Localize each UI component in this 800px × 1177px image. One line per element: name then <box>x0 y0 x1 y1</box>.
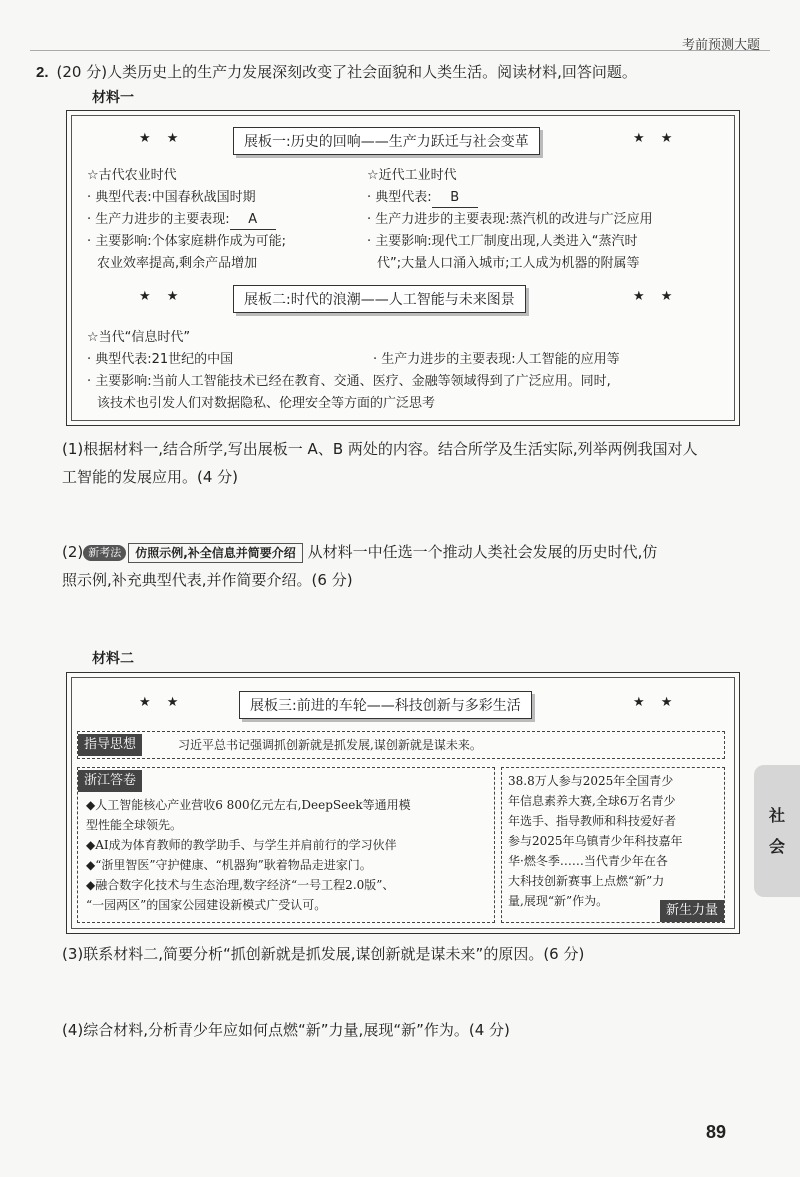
side-tab-char-2: 会 <box>768 837 785 856</box>
youth-line-6: 大科技创新赛事上点燃“新”力 <box>508 874 665 888</box>
stars-right-3: ★ ★ <box>633 695 679 710</box>
question-stem <box>36 61 756 82</box>
section-header: 考前预测大题 <box>681 38 760 53</box>
industry-rep-label: · 典型代表: <box>367 190 432 205</box>
agri-progress <box>87 209 276 231</box>
subquestion-3: (3)联系材料二,简要分析“抓创新就是抓发展,谋创新就是谋未来”的原因。(6 分) <box>62 945 585 963</box>
agri-impact-1: · 主要影响:个体家庭耕作成为可能; <box>87 234 287 249</box>
zhejiang-line-1: ◆人工智能核心产业营收6 800亿元左右,DeepSeek等通用模 <box>86 798 411 812</box>
agri-impact-2: 农业效率提高,剩余产品增加 <box>97 256 258 271</box>
material2-label: 材料二 <box>92 651 134 667</box>
info-progress: · 生产力进步的主要表现:人工智能的应用等 <box>373 352 620 367</box>
zhejiang-line-5: ◆融合数字化技术与生态治理,数字经济“一号工程2.0版”、 <box>86 878 395 892</box>
question-stem-text: (20 分)人类历史上的生产力发展深刻改变了社会面貌和人类生活。阅读材料,回答问题。 <box>56 63 637 81</box>
subquestion-2-line1 <box>62 538 752 566</box>
agri-progress-label: · 生产力进步的主要表现: <box>87 212 230 227</box>
blank-b: B <box>432 189 478 208</box>
youth-line-1: 38.8万人参与2025年全国青少 <box>508 774 674 788</box>
method-hint-box: 仿照示例,补全信息并简要介绍 <box>128 543 303 563</box>
subquestion-2-prefix: (2) <box>62 543 84 561</box>
guide-label: 指导思想 <box>78 734 142 756</box>
header-divider <box>30 50 770 51</box>
info-heading: ☆当代“信息时代” <box>87 330 191 345</box>
subquestion-4: (4)综合材料,分析青少年应如何点燃“新”力量,展现“新”作为。(4 分) <box>62 1021 510 1039</box>
subquestion-2-line2: 照示例,补充典型代表,并作简要介绍。(6 分) <box>62 571 353 589</box>
agri-heading: ☆古代农业时代 <box>87 168 177 183</box>
zhejiang-line-2: 型性能全球领先。 <box>86 818 183 832</box>
subquestion-1-line1: (1)根据材料一,结合所学,写出展板一 A、B 两处的内容。结合所学及生活实际,列举两例我国对人 <box>62 440 698 458</box>
info-representative: · 典型代表:21世纪的中国 <box>87 352 234 367</box>
youth-line-2: 年信息素养大赛,全球6万名青少 <box>508 794 676 808</box>
industry-representative <box>367 187 478 209</box>
youth-line-4: 参与2025年乌镇青少年科技嘉年 <box>508 834 683 848</box>
subject-side-tab <box>754 765 800 897</box>
industry-impact-1: · 主要影响:现代工厂制度出现,人类进入“蒸汽时 <box>367 234 638 249</box>
board1-banner: 展板一:历史的回响——生产力跃迁与社会变革 <box>233 127 540 155</box>
youth-label: 新生力量 <box>660 900 724 922</box>
stars-left-1: ★ ★ <box>139 131 185 146</box>
agri-representative: · 典型代表:中国春秋战国时期 <box>87 190 256 205</box>
material1-frame <box>66 110 740 426</box>
stars-left-3: ★ ★ <box>139 695 185 710</box>
board2-banner: 展板二:时代的浪潮——人工智能与未来图景 <box>233 285 526 313</box>
zhejiang-box <box>77 767 495 923</box>
industry-impact-2: 代”;大量人口涌入城市;工人成为机器的附属等 <box>377 256 640 271</box>
page-number: 89 <box>706 1122 727 1142</box>
youth-line-7: 量,展现“新”作为。 <box>508 894 609 908</box>
blank-a: A <box>230 211 276 230</box>
youth-line-5: 华·燃冬季……当代青少年在各 <box>508 854 668 868</box>
subquestion-1 <box>62 435 752 491</box>
board3-banner: 展板三:前进的车轮——科技创新与多彩生活 <box>239 691 532 719</box>
youth-box <box>501 767 725 923</box>
zhejiang-line-6: “一园两区”的国家公园建设新模式广受认可。 <box>86 898 327 912</box>
industry-heading: ☆近代工业时代 <box>367 168 457 183</box>
subquestion-2 <box>62 538 752 594</box>
material1-label: 材料一 <box>92 90 134 106</box>
subquestion-1-line2: 工智能的发展应用。(4 分) <box>62 468 239 486</box>
zhejiang-line-3: ◆AI成为体育教师的教学助手、与学生并肩前行的学习伙伴 <box>86 838 397 852</box>
question-number: 2. <box>36 64 49 81</box>
stars-right-1: ★ ★ <box>633 131 679 146</box>
zhejiang-line-4: ◆“浙里智医”守护健康、“机器狗”耿着物品走进家门。 <box>86 858 372 872</box>
material2-frame <box>66 672 740 934</box>
industry-progress: · 生产力进步的主要表现:蒸汽机的改进与广泛应用 <box>367 212 653 227</box>
info-impact-2: 该技术也引发人们对数据隐私、伦理安全等方面的广泛思考 <box>97 396 436 411</box>
stars-left-2: ★ ★ <box>139 289 185 304</box>
guide-box <box>77 731 725 759</box>
stars-right-2: ★ ★ <box>633 289 679 304</box>
subquestion-2-line1-rest: 从材料一中任选一个推动人类社会发展的历史时代,仿 <box>307 543 658 561</box>
guide-text: 习近平总书记强调抓创新就是抓发展,谋创新就是谋未来。 <box>178 738 482 752</box>
zhejiang-label: 浙江答卷 <box>78 770 142 792</box>
youth-line-3: 年选手、指导教师和科技爱好者 <box>508 814 677 828</box>
info-impact-1: · 主要影响:当前人工智能技术已经在教育、交通、医疗、金融等领域得到了广泛应用。同时, <box>87 374 611 389</box>
new-method-tag: 新考法 <box>83 545 126 561</box>
side-tab-char-1: 社 <box>768 806 785 825</box>
